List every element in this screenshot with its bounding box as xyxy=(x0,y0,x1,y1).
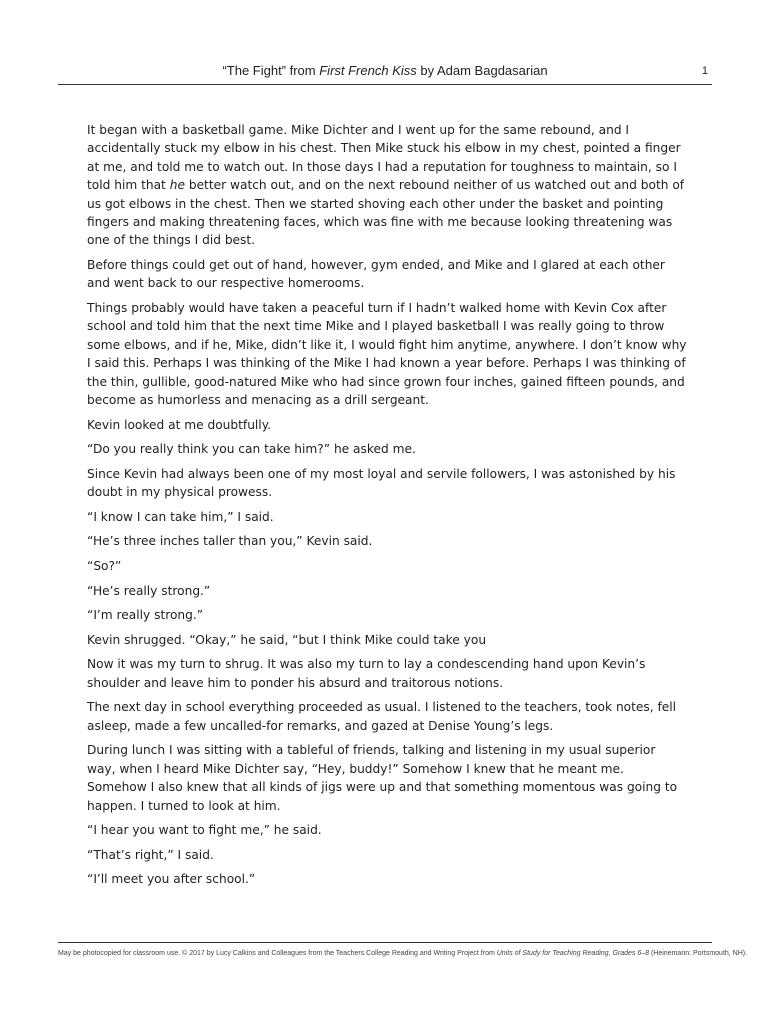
paragraph: “I’m really strong.” xyxy=(87,608,204,623)
paragraph: “So?” xyxy=(87,559,122,574)
copyright-footer: May be photocopied for classroom use. © 2017 by Lucy Calkins and Colleagues from the Teachers College Reading and Writing Project from Units of Study for Teaching Reading, Grades 6–8 (Heinemann: Portsmouth, NH). xyxy=(58,942,712,957)
paragraph: Before things could get out of hand, however, gym ended, and Mike and I glared at each other and went back to our respective homerooms. xyxy=(87,258,665,291)
paragraph: Kevin shrugged. “Okay,” he said, “but I think Mike could take you xyxy=(87,632,487,647)
source-title: Units of Study for Teaching Reading, Grades 6–8 xyxy=(496,950,650,957)
emphasis: he xyxy=(169,178,185,193)
title-prefix: “The Fight” from xyxy=(222,63,320,78)
paragraph: “He’s three inches taller than you,” Kevin said. xyxy=(87,534,373,549)
page-number: 1 xyxy=(701,65,708,77)
title-suffix: by Adam Bagdasarian xyxy=(416,63,548,78)
paragraph: “He’s really strong.” xyxy=(87,583,211,598)
paragraph: “Do you really think you can take him?” he asked me. xyxy=(87,442,416,457)
paragraph: “I hear you want to fight me,” he said. xyxy=(87,823,322,838)
paragraph: “That’s right,” I said. xyxy=(87,847,214,862)
document-title xyxy=(58,63,712,78)
page-header xyxy=(58,62,712,85)
paragraph: Since Kevin had always been one of my most loyal and servile followers, I was astonished by his doubt in my physical prowess. xyxy=(87,466,676,500)
story-body xyxy=(87,121,687,895)
paragraph: Kevin looked at me doubtfully. xyxy=(87,417,272,432)
book-title: First French Kiss xyxy=(319,63,417,78)
paragraph: The next day in school everything proceeded as usual. I listened to the teachers, took notes, fell asleep, made a few uncalled-for remarks, and gazed at Denise Young’s legs. xyxy=(87,700,677,733)
paragraph: “I’ll meet you after school.” xyxy=(87,872,256,887)
paragraph: Now it was my turn to shrug. It was also my turn to lay a condescending hand upon Kevin’s shoulder and leave him to ponder his absurd and traitorous notions. xyxy=(87,657,646,690)
paragraph: During lunch I was sitting with a tableful of friends, talking and listening in my usual superior way, when I heard Mike Dichter say, “Hey, buddy!” Somehow I knew that he meant me. Somehow I also knew that all kinds of jigs were up and that something momentous was going to happen. I turned to look at him. xyxy=(87,743,678,813)
paragraph: “I know I can take him,” I said. xyxy=(87,509,274,524)
paragraph: Things probably would have taken a peaceful turn if I hadn’t walked home with Kevin Cox after school and told him that the next time Mike and I played basketball I was really going to throw some elbows, and if he, Mike, didn’t like it, I would fight him anytime, anywhere. I don’t know why I said this. Perhaps I was thinking of the Mike I had known a year before. Perhaps I was thinking of the thin, gullible, good-natured Mike who had since grown four inches, gained fifteen pounds, and become as humorless and menacing as a drill sergeant. xyxy=(87,301,687,408)
paragraph: It began with a basketball game. Mike Dichter and I went up for the same rebound, and I accidentally stuck my elbow in his chest. Then Mike stuck his elbow in my chest, pointed a finger at me, and told me to watch out. In those days I had a reputation for toughness to maintain, so I told him that he better watch out, and on the next rebound neither of us watched out and both of us got elbows in the chest. Then we started shoving each other under the basket and pointing fingers and making threatening faces, which was fine with me because looking threatening was one of the things I did best. xyxy=(87,123,685,248)
